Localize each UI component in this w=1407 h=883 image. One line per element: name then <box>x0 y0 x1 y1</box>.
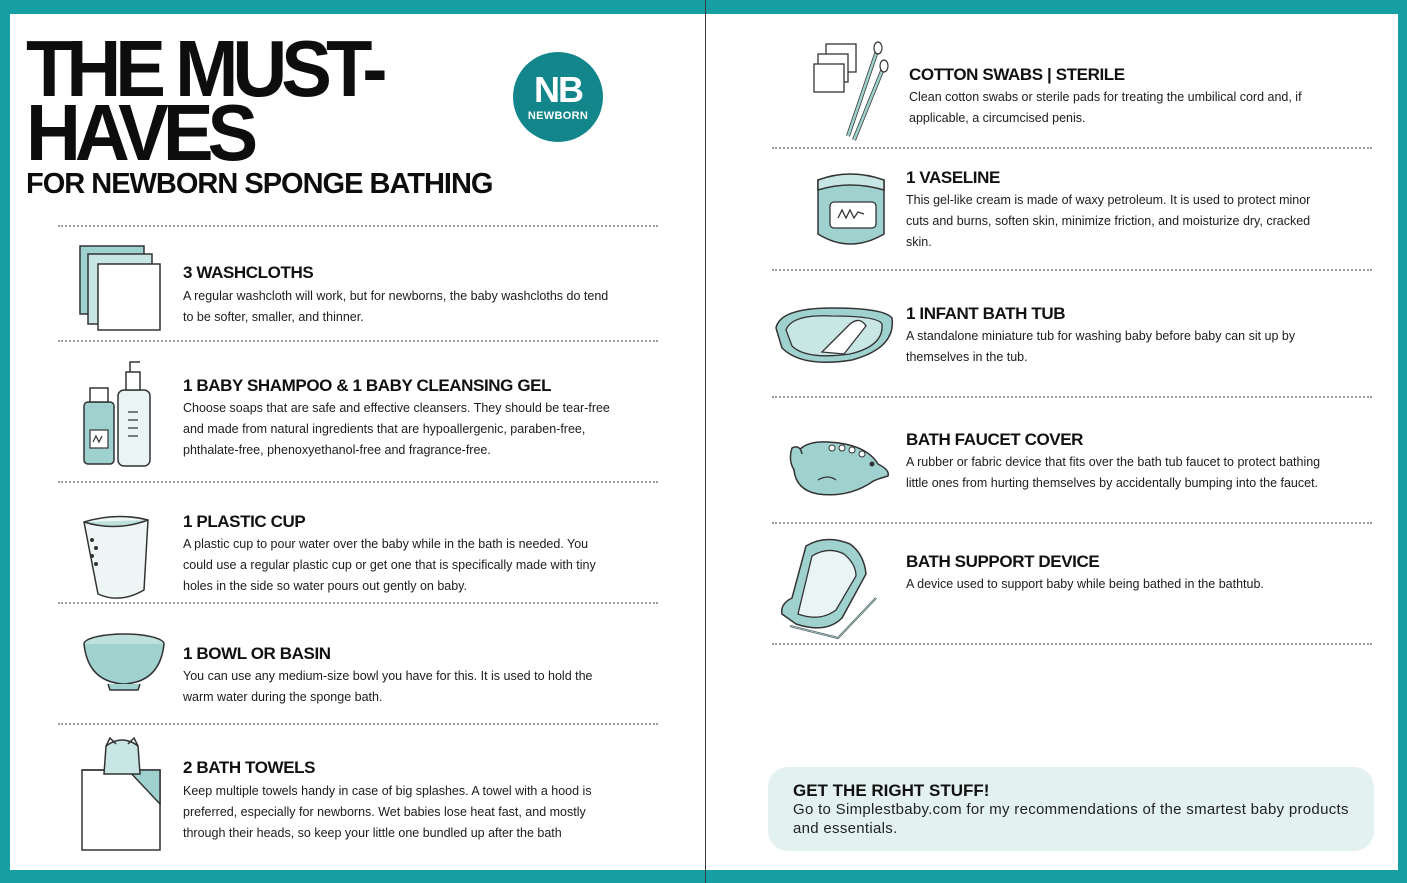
cta-text: Go to Simplestbaby.com for my recommendations of the smartest baby products and essentials. <box>793 801 1349 837</box>
divider <box>772 522 1372 524</box>
newborn-badge <box>513 52 603 142</box>
bath-seat-icon <box>776 534 886 640</box>
item-title: 1 PLASTIC CUP <box>183 512 306 531</box>
badge-main: NB <box>534 69 582 110</box>
bath-tub-icon <box>772 298 898 372</box>
cotton-swab-icon <box>812 40 892 144</box>
item-title: BATH SUPPORT DEVICE <box>906 552 1100 571</box>
item-description: Keep multiple towels handy in case of big splashes. A towel with a hood is preferred, especially for newborns. Wet babies lose heat fast, and mostly through their heads, so keep your little one bundled up after the bath <box>183 784 592 840</box>
list-item <box>10 354 705 482</box>
right-page <box>706 14 1398 870</box>
list-item <box>706 36 1398 148</box>
list-item <box>706 530 1398 640</box>
item-description: A plastic cup to pour water over the baby while in the bath is needed. You could use a regular plastic cup or get one that is specifically made with tiny holes in the side so water pours out gently on baby. <box>183 537 596 593</box>
plastic-cup-icon <box>80 512 156 602</box>
item-description: A device used to support baby while being bathed in the bathtub. <box>906 577 1264 591</box>
page-title-line1: THE MUST- <box>26 24 382 114</box>
list-item <box>10 732 705 862</box>
cta-box <box>768 767 1374 851</box>
item-description: A rubber or fabric device that fits over the bath tub faucet to protect bathing little ones from hurting themselves by accidentally bumping into the faucet. <box>906 455 1321 490</box>
list-item <box>10 614 705 724</box>
list-item <box>706 160 1398 268</box>
list-item <box>706 282 1398 400</box>
item-description: A standalone miniature tub for washing baby before baby can sit up by themselves in the tub. <box>906 329 1296 364</box>
washcloth-icon <box>76 242 166 334</box>
item-title: 1 VASELINE <box>906 168 1000 187</box>
item-title: 1 INFANT BATH TUB <box>906 304 1066 323</box>
divider <box>58 340 658 342</box>
item-description: This gel-like cream is made of waxy petroleum. It is used to protect minor cuts and burns, soften skin, minimize friction, and moisturize dry, cracked skin. <box>906 193 1311 249</box>
shampoo-bottle-icon <box>78 358 158 468</box>
divider <box>58 723 658 725</box>
divider <box>58 225 658 227</box>
item-title: COTTON SWABS | STERILE <box>909 65 1125 84</box>
list-item <box>10 240 705 340</box>
item-title: 1 BABY SHAMPOO & 1 BABY CLEANSING GEL <box>183 376 552 395</box>
divider <box>772 269 1372 271</box>
list-item <box>10 492 705 602</box>
bowl-icon <box>80 630 170 694</box>
divider <box>772 643 1372 645</box>
cta-title: GET THE RIGHT STUFF! <box>793 781 990 800</box>
page-title-line2: HAVES <box>26 88 253 178</box>
item-title: 2 BATH TOWELS <box>183 758 316 777</box>
vaseline-jar-icon <box>814 170 890 252</box>
item-description: Clean cotton swabs or sterile pads for treating the umbilical cord and, if applicable, a circumcised penis. <box>909 90 1302 125</box>
item-title: 3 WASHCLOTHS <box>183 263 314 282</box>
badge-sub: NEWBORN <box>527 110 589 122</box>
list-item <box>706 408 1398 524</box>
item-description: You can use any medium-size bowl you have for this. It is used to hold the warm water during the sponge bath. <box>183 669 593 704</box>
divider <box>58 602 658 604</box>
hooded-towel-icon <box>78 734 168 854</box>
item-title: BATH FAUCET COVER <box>906 430 1084 449</box>
whale-faucet-icon <box>788 430 892 498</box>
item-description: A regular washcloth will work, but for newborns, the baby washcloths do tend to be softer, smaller, and thinner. <box>183 289 609 324</box>
item-title: 1 BOWL OR BASIN <box>183 644 331 663</box>
title-block <box>26 24 493 201</box>
left-page <box>10 14 705 870</box>
item-description: Choose soaps that are safe and effective cleansers. They should be tear-free and made from natural ingredients that are hypoallergenic, paraben-free, phthalate-free, phenoxyethanol-free and fragrance-free. <box>183 401 610 457</box>
divider <box>58 481 658 483</box>
page-subtitle: FOR NEWBORN SPONGE BATHING <box>26 168 493 200</box>
divider <box>772 396 1372 398</box>
divider <box>772 147 1372 149</box>
